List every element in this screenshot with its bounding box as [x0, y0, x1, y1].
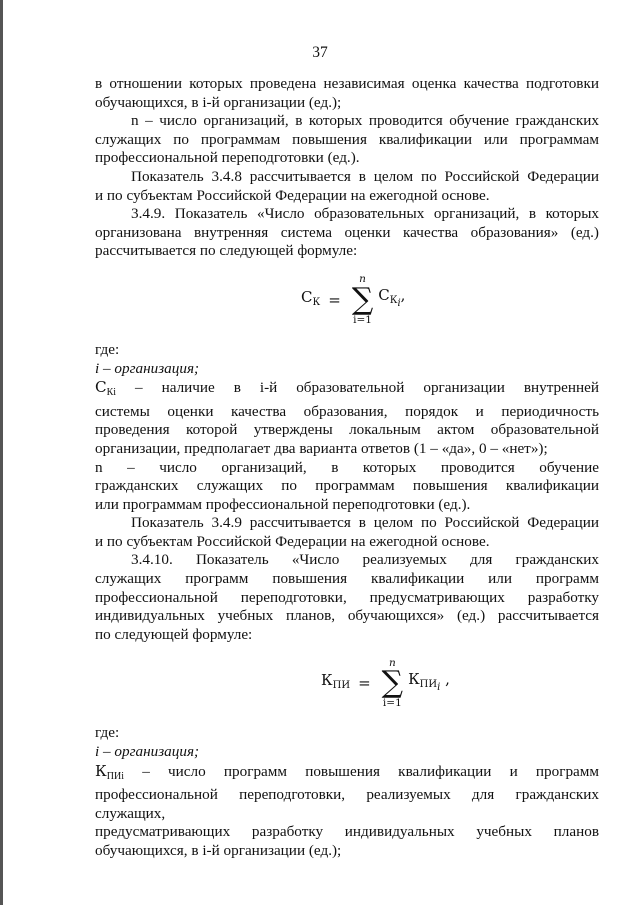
formula-ck: [95, 265, 599, 341]
formula-lhs: $С_К$: [301, 287, 321, 308]
text-line: или программам профессиональной переподготовки (ед.).: [95, 495, 471, 513]
summation-sign: n ∑ i=1: [381, 656, 404, 710]
text-line: $К_{ПИi}$ – число программ повышения квалификации и программ: [95, 761, 599, 782]
text-line: $С_{Кi}$ – наличие в i-й образовательной организации внутренней: [95, 378, 600, 399]
text-line: профессиональной переподготовки, предусматривающих разработку: [95, 588, 599, 606]
text-line: проведения которой утверждены локальным актом образовательной: [95, 421, 599, 439]
section-heading-3-4-9: 3.4.9. Показатель «Число образовательных организаций, в которых: [131, 205, 599, 223]
text-line: Показатель 3.4.8 рассчитывается в целом по Российской Федерации: [131, 167, 599, 185]
text-line: организации, предполагает два варианта ответов (1 – «да», 0 – «нет»);: [95, 439, 548, 457]
text-line: n – число организаций, в которых проводится обучение гражданских: [131, 112, 599, 130]
formula-lhs: $К_{ПИ}$: [321, 671, 351, 692]
text-line: i – организация;: [95, 743, 200, 761]
text-line: в отношении которых проведена независимая оценка качества подготовки: [95, 75, 599, 92]
text-line: служащих программ повышения квалификации или программ: [95, 570, 599, 588]
text-line: обучающихся, в i-й организации (ед.);: [95, 93, 342, 111]
equals-sign: =: [358, 674, 371, 693]
formula-rhs: $С_{К_i}$,: [378, 286, 406, 310]
text-line: рассчитывается по следующей формуле:: [95, 242, 358, 260]
scan-edge-line: [0, 0, 3, 905]
text-line: и по субъектам Российской Федерации на ежегодной основе.: [95, 186, 490, 204]
text-line: профессиональной переподготовки (ед.).: [95, 149, 360, 167]
text-line: n – число организаций, в которых проводится обучение: [95, 458, 599, 476]
text-line: и по субъектам Российской Федерации на ежегодной основе.: [95, 532, 490, 550]
text-line: i – организация;: [95, 359, 200, 377]
summation-sign: n ∑ i=1: [351, 273, 374, 326]
text-line: гражданских служащих по программам повышения квалификации: [95, 477, 599, 495]
page-number: 37: [312, 44, 328, 61]
text-line: Показатель 3.4.9 рассчитывается в целом по Российской Федерации: [131, 514, 599, 532]
text-line: системы оценки качества образования, порядок и периодичность: [95, 402, 599, 420]
text-line: служащих по программам повышения квалификации или программам: [95, 130, 599, 148]
text-line: организована внутренняя система оценки качества образования» (ед.): [95, 223, 599, 241]
text-line: обучающихся, в i-й организации (ед.);: [95, 842, 342, 859]
text-line: где:: [95, 340, 120, 358]
document-body: [95, 75, 599, 861]
equals-sign: =: [328, 290, 341, 309]
text-line: индивидуальных учебных планов, обучающихся» (ед.) рассчитывается: [95, 607, 599, 625]
text-line: по следующей формуле:: [95, 625, 253, 643]
formula-rhs: $К_{ПИ_i}$ ,: [408, 669, 450, 693]
text-line: предусматривающих разработку индивидуальных учебных планов: [95, 823, 599, 841]
formula-kpi: [95, 648, 599, 724]
text-line: где:: [95, 724, 120, 742]
text-line: профессиональной переподготовки, реализуемых для гражданских служащих,: [95, 786, 599, 822]
section-heading-3-4-10: 3.4.10. Показатель «Число реализуемых для гражданских: [131, 551, 599, 569]
